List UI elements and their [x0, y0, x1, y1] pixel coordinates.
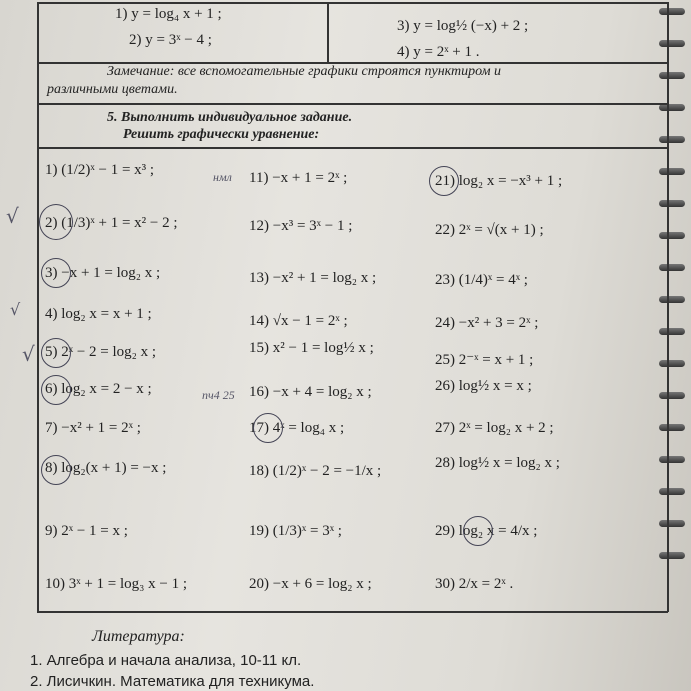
equation-9: 9) 2ˣ − 1 = x ;	[45, 523, 128, 539]
handwritten-note-1: нмл	[213, 170, 232, 184]
equation-17: 17) 4ˣ = log₄ x ;	[249, 420, 345, 436]
pen-circle-8	[41, 455, 71, 485]
equation-6: 6) log₂ x = 2 − x ;	[45, 381, 152, 397]
pen-circle-21	[429, 166, 459, 196]
pen-circle-29	[463, 516, 493, 546]
equation-30: 30) 2/x = 2ˣ .	[435, 576, 514, 592]
task-subtitle: Решить графически уравнение:	[123, 127, 320, 142]
equation-1: 1) (1/2)ˣ − 1 = x³ ;	[45, 162, 155, 178]
handwritten-note-6: пч4 25	[202, 388, 235, 402]
equation-24: 24) −x² + 3 = 2ˣ ;	[435, 315, 539, 331]
equation-20: 20) −x + 6 = log₂ x ;	[249, 576, 372, 592]
equation-10: 10) 3ˣ + 1 = log₃ x − 1 ;	[45, 576, 188, 592]
function-3: 3) y = log½ (−x) + 2 ;	[397, 18, 529, 34]
function-1: 1) y = log₄ x + 1 ;	[115, 6, 222, 22]
pen-circle-6	[41, 375, 71, 405]
equation-2: 2) (1/3)ˣ + 1 = x² − 2 ;	[45, 215, 178, 231]
equation-29: 29) log₂ x = 4/x ;	[435, 523, 538, 539]
pen-circle-5	[41, 338, 71, 368]
reference-2: 2. Лисичкин. Математика для техникума.	[30, 673, 315, 690]
equation-21: 21) log₂ x = −x³ + 1 ;	[435, 173, 563, 189]
equation-12: 12) −x³ = 3ˣ − 1 ;	[249, 218, 353, 234]
reference-1: 1. Алгебра и начала анализа, 10-11 кл.	[30, 652, 302, 669]
equation-16: 16) −x + 4 = log₂ x ;	[249, 384, 372, 400]
check-mark-icon: √	[10, 300, 21, 319]
equation-27: 27) 2ˣ = log₂ x + 2 ;	[435, 420, 554, 436]
equation-19: 19) (1/3)ˣ = 3ˣ ;	[249, 523, 342, 539]
function-4: 4) y = 2ˣ + 1 .	[397, 44, 480, 60]
equation-7: 7) −x² + 1 = 2ˣ ;	[45, 420, 141, 436]
equation-5: 5) 2ˣ − 2 = log₂ x ;	[45, 344, 157, 360]
pen-circle-2	[39, 204, 73, 240]
note-line-2: различными цветами.	[47, 82, 178, 97]
equation-11: 11) −x + 1 = 2ˣ ;	[249, 170, 348, 186]
equation-13: 13) −x² + 1 = log₂ x ;	[249, 270, 377, 286]
function-2: 2) y = 3ˣ − 4 ;	[129, 32, 212, 48]
note-line-1: Замечание: все вспомогательные графики строятся пунктиром и	[107, 64, 502, 79]
equation-4: 4) log₂ x = x + 1 ;	[45, 306, 152, 322]
equation-23: 23) (1/4)ˣ = 4ˣ ;	[435, 272, 528, 288]
equation-26: 26) log½ x = x ;	[435, 378, 532, 394]
equation-25: 25) 2⁻ˣ = x + 1 ;	[435, 352, 534, 368]
check-mark-icon: √	[22, 342, 35, 366]
equation-18: 18) (1/2)ˣ − 2 = −1/x ;	[249, 463, 382, 479]
task-table	[37, 0, 668, 612]
equation-8: 8) log₂(x + 1) = −x ;	[45, 460, 167, 476]
check-mark-icon: √	[6, 204, 19, 228]
equation-15: 15) x² − 1 = log½ x ;	[249, 340, 374, 356]
equation-14: 14) √x − 1 = 2ˣ ;	[249, 313, 348, 329]
equation-28: 28) log½ x = log₂ x ;	[435, 455, 560, 471]
pen-circle-3	[41, 258, 71, 288]
literature-heading: Литература:	[92, 628, 185, 645]
equation-3: 3) −x + 1 = log₂ x ;	[45, 265, 161, 281]
pen-circle-17	[253, 413, 283, 443]
equation-22: 22) 2ˣ = √(x + 1) ;	[435, 222, 544, 238]
task-title: 5. Выполнить индивидуальное задание.	[107, 110, 353, 125]
